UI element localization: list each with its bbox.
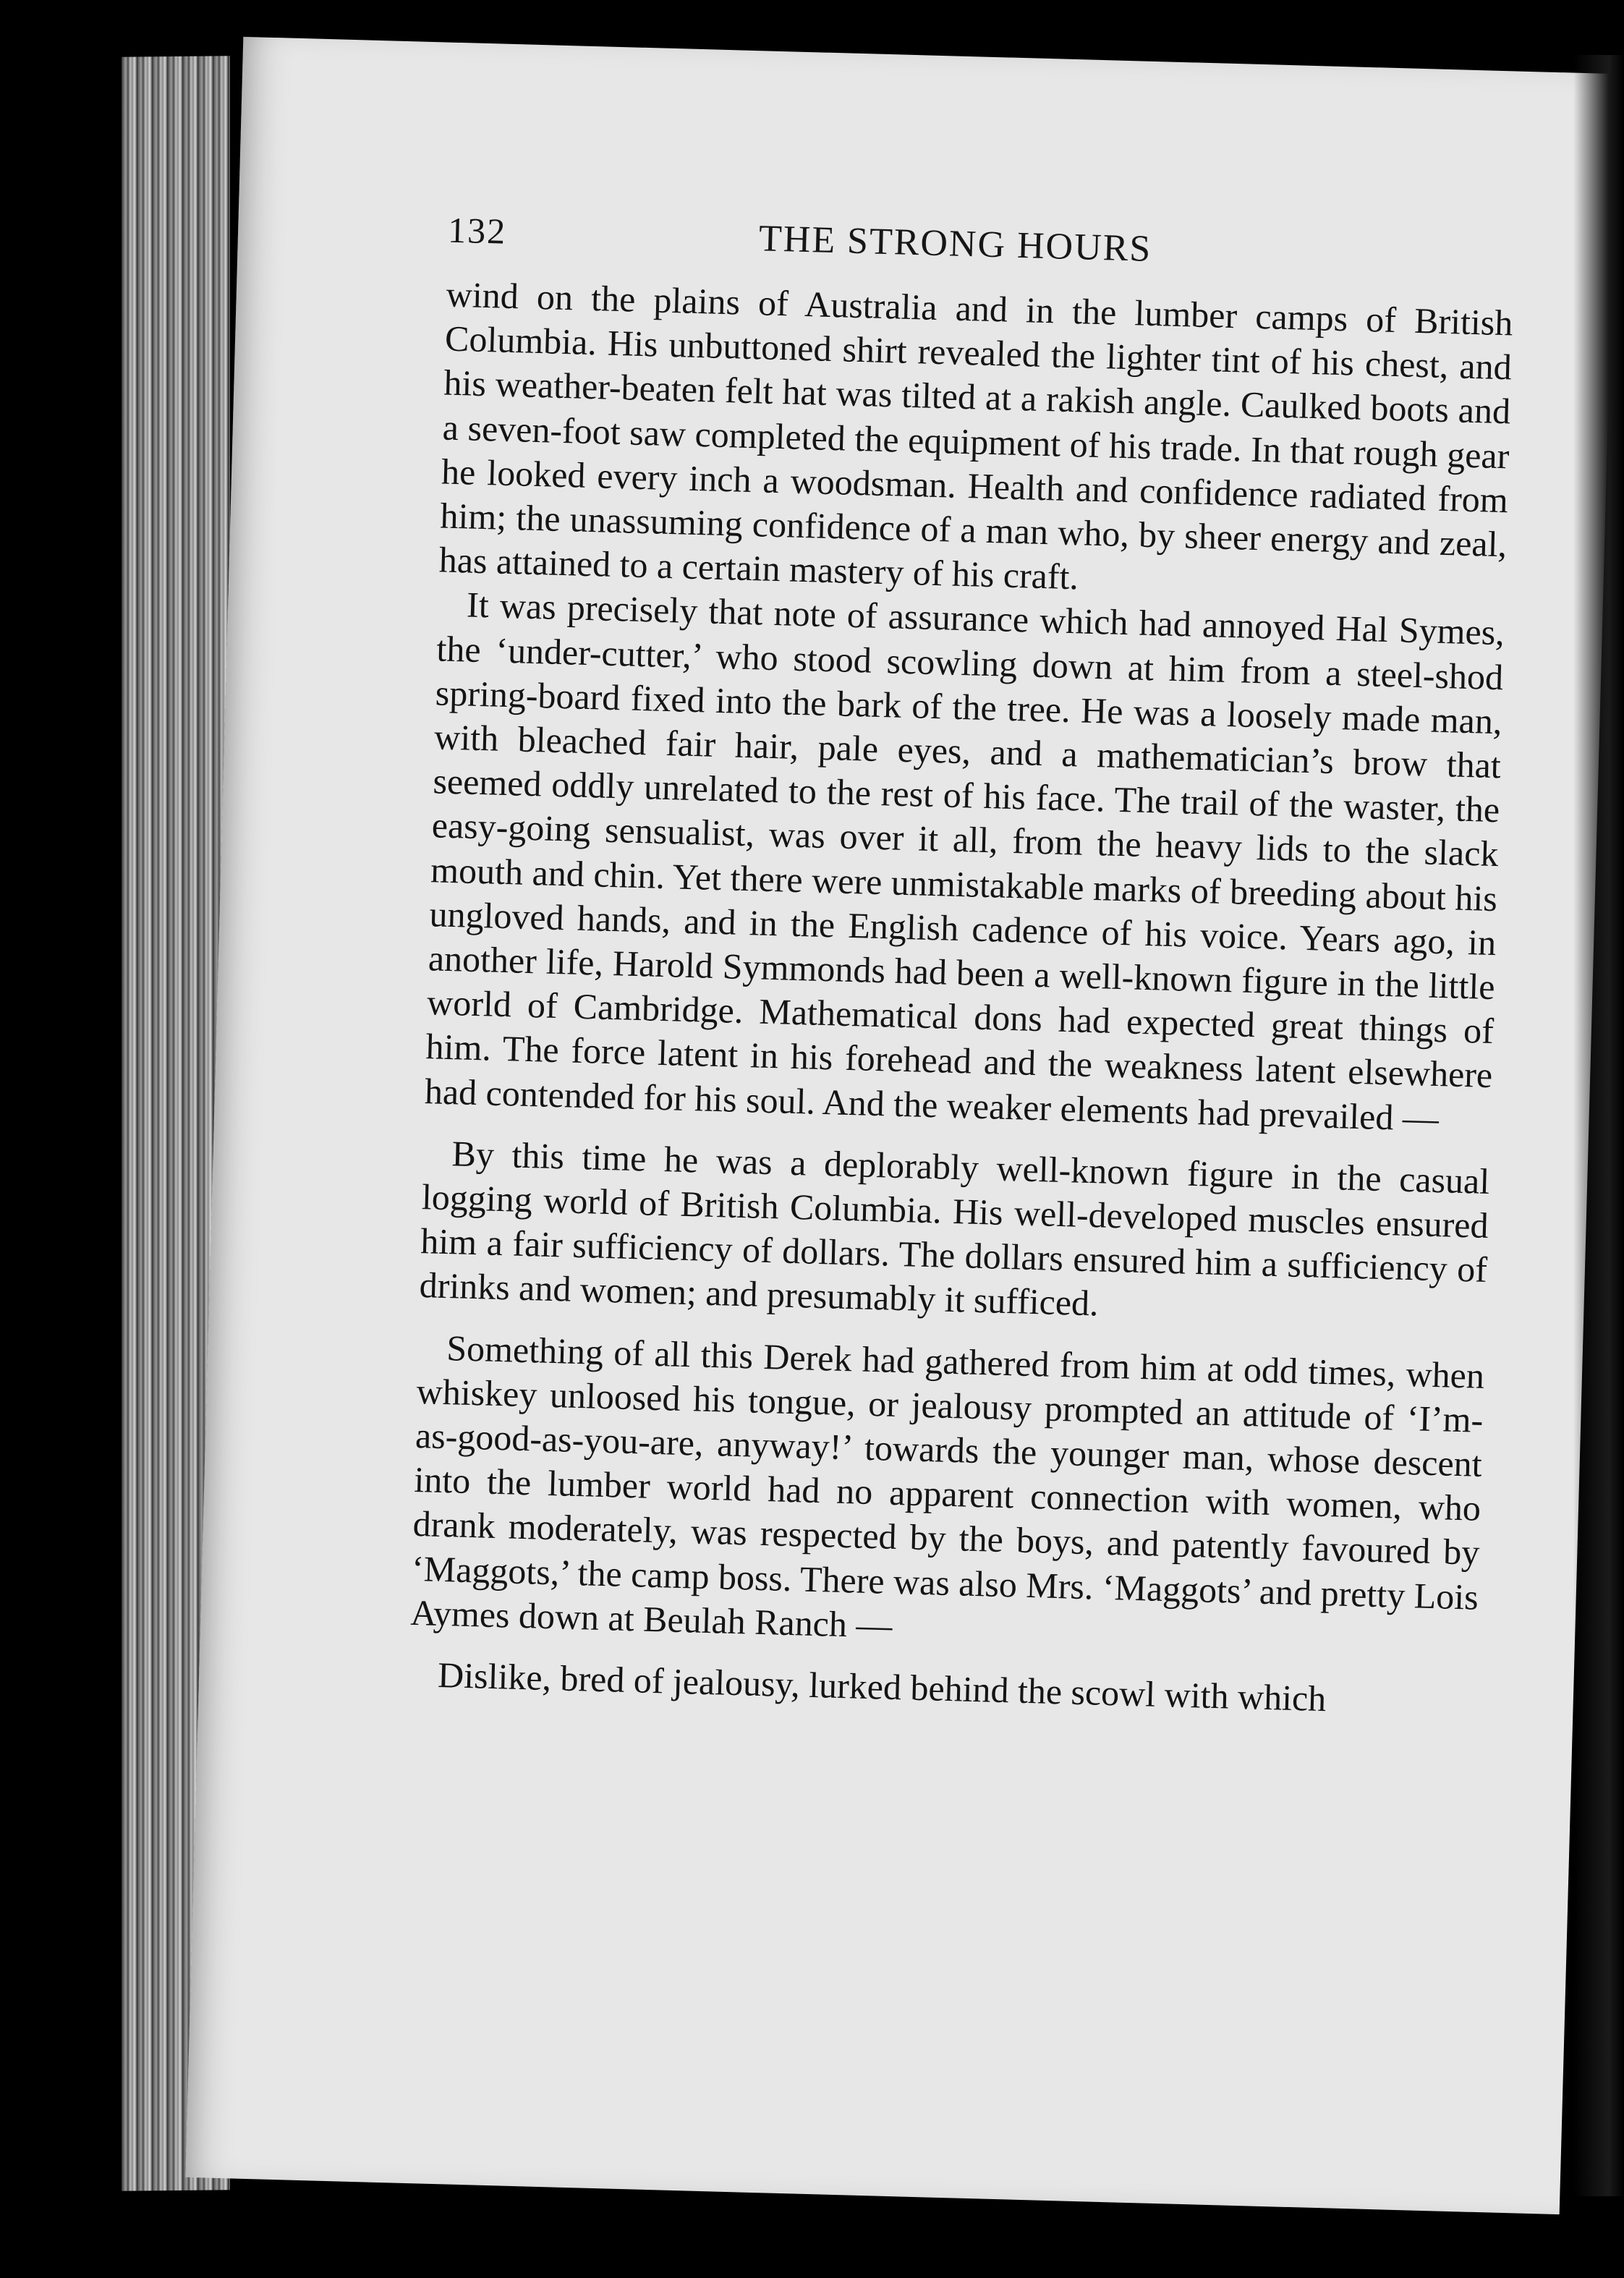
paragraph: It was precisely that note of assurance which had annoyed Hal Symes, the ‘under-cutter,’ who stood scowling down at him from a steel-shod spring-board fixed into the bark of the tree. He was a loosely made man, with bleached fair hair, pale eyes, and a mathematician’s brow that seemed oddly unrelated to the rest of his face. The trail of the waster, the easy-going sensualist, was over it all, from the heavy lids to the slack mouth and chin. Yet there were unmistakable marks of breeding about his ungloved hands, and in the English cadence of his voice. Years ago, in another life, Harold Symmonds had been a well-known figure in the little world of Cambridge. Mathematical dons had expected great things of him. The force latent in his forehead and the weakness latent elsewhere had contended for his soul. And the weaker elements had prevailed — xyxy=(424,584,1505,1139)
book-title: THE STRONG HOURS xyxy=(758,218,1153,270)
paragraph: wind on the plains of Australia and in the lumber camps of British Columbia. His unbuttoned shirt revealed the lighter tint of his chest, and his weather-beaten felt hat was tilted at a rakish angle. Caulked boots and a seven-foot saw completed the equipment of his trade. In that rough gear he looked every inch a woodsman. Health and confidence radiated from him; the unassuming confidence of a man who, by sheer energy and zeal, has attained to a certain mastery of his craft. xyxy=(438,273,1514,598)
page-number: 132 xyxy=(447,209,507,252)
paragraph: Dislike, bred of jealousy, lurked behind the scowl with which xyxy=(437,1654,1327,1720)
paragraph: By this time he was a deplorably well-known figure in the casual logging world of British Columbia. His well-developed muscles ensured him a fair sufficiency of dollars. The dollars ensured him a sufficiency of drinks and women; and presumably it sufficed. xyxy=(419,1133,1490,1324)
body-text xyxy=(408,273,1513,1725)
book-page xyxy=(185,37,1617,2214)
paragraph: Something of all this Derek had gathered from him at odd times, when whiskey unloosed his tongue, or jealousy prompted an attitude of ‘I’m-as-good-as-you-are, anyway!’ towards the younger man, whose descent into the lumber world had no apparent connection with women, who drank moderately, was respected by the boys, and patently favoured by ‘Maggots,’ the camp boss. There was also Mrs. ‘Maggots’ and pretty Lois Aymes down at Beulah Ranch — xyxy=(409,1327,1485,1646)
page-shadow xyxy=(1573,55,1624,2196)
